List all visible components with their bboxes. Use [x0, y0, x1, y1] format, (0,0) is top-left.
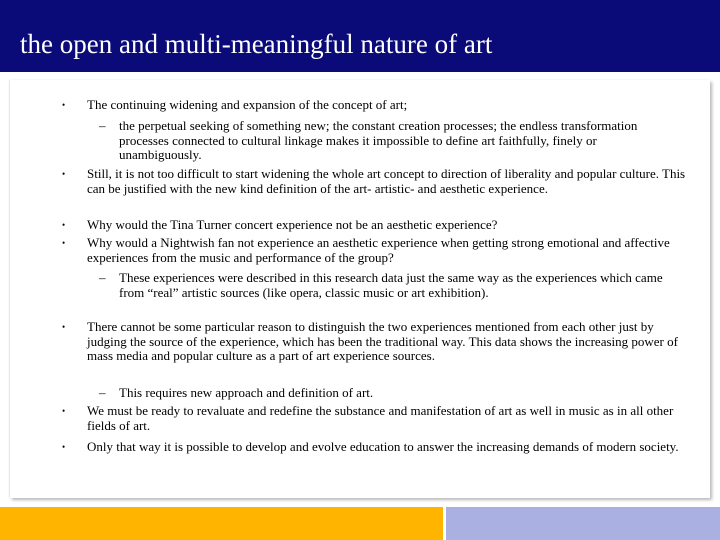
footer-bar-orange	[0, 507, 443, 540]
bullet-marker: •	[62, 169, 66, 179]
bullet-text: Why would the Tina Turner concert experience not be an aesthetic experience?	[87, 217, 498, 232]
bullet-text: Still, it is not too difficult to start widening the whole art concept to direction of liberality and popular culture. This can be justified with the new kind definition of the art- artistic- and aesthetic experience.	[87, 166, 686, 196]
bullet-item	[62, 439, 687, 455]
sub-bullet-item	[99, 270, 675, 300]
bullet-text: Only that way it is possible to develop and evolve education to answer the increasing demands of modern society.	[87, 439, 679, 454]
bullet-text: We must be ready to revaluate and redefine the substance and manifestation of art as well in music as in all other fields of art.	[87, 403, 674, 433]
bullet-text: This requires new approach and definition of art.	[119, 385, 374, 400]
bullet-marker: •	[62, 442, 66, 452]
bullet-item	[62, 97, 687, 113]
bullet-marker: •	[62, 322, 66, 332]
bullet-item	[62, 217, 687, 233]
bullet-text: There cannot be some particular reason to distinguish the two experiences mentioned from each other just by judging the source of the experience, which has been the traditional way. This data shows the increasing power of mass media and popular culture as a part of art experience sources.	[87, 319, 678, 363]
sub-bullet-item	[99, 385, 675, 401]
content-box	[10, 80, 710, 498]
bullet-marker: •	[62, 238, 66, 248]
bullet-marker: •	[62, 100, 66, 110]
bullet-marker: •	[62, 220, 66, 230]
bullet-marker: •	[62, 406, 66, 416]
dash-marker: –	[99, 118, 106, 133]
bullet-item	[62, 166, 687, 196]
bullet-text: the perpetual seeking of something new; the constant creation processes; the endless transformation processes connected to cultural linkage makes it impossible to define art faithfully, finely or unambiguously.	[119, 118, 638, 162]
bullet-text: The continuing widening and expansion of the concept of art;	[87, 97, 408, 112]
bullet-text: These experiences were described in this research data just the same way as the experiences which came from “real” artistic sources (like opera, classic music or art exhibition).	[119, 270, 663, 300]
sub-bullet-item	[99, 118, 675, 163]
bullet-item	[62, 403, 687, 433]
slide-title: the open and multi-meaningful nature of art	[20, 29, 493, 59]
bullet-item	[62, 235, 687, 265]
title-bar	[0, 0, 720, 72]
bullet-item	[62, 319, 687, 364]
footer-bar-lavender	[446, 507, 720, 540]
dash-marker: –	[99, 385, 106, 400]
dash-marker: –	[99, 270, 106, 285]
bullet-text: Why would a Nightwish fan not experience an aesthetic experience when getting strong emotional and affective experiences from the music and performance of the group?	[87, 235, 670, 265]
